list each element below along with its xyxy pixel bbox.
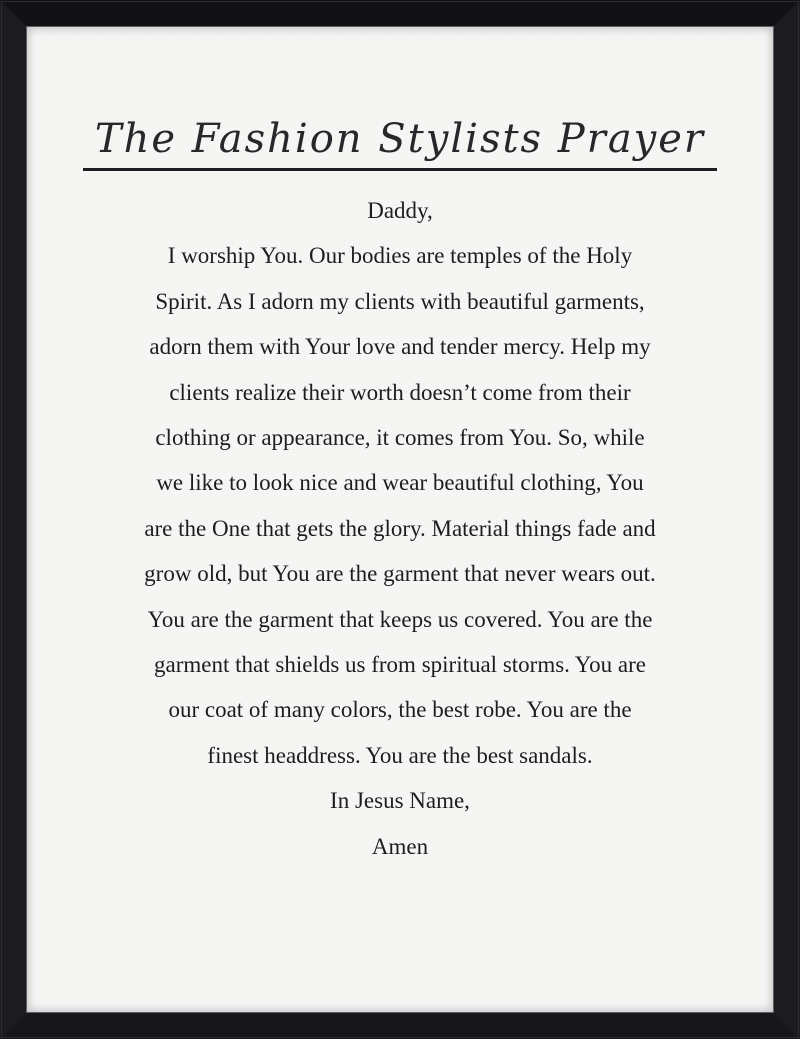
prayer-line: In Jesus Name,	[330, 788, 470, 814]
title-row	[27, 115, 773, 171]
prayer-line: clients realize their worth doesn’t come from their	[169, 379, 631, 405]
print-title: The Fashion Stylists Prayer	[83, 115, 717, 171]
prayer-line: our coat of many colors, the best robe. You are the	[168, 697, 632, 723]
prayer-line: grow old, but You are the garment that never wears out.	[144, 561, 656, 587]
prayer-line: clothing or appearance, it comes from You. So, while	[155, 425, 645, 451]
prayer-line: Daddy,	[367, 198, 433, 223]
prayer-line: Amen	[371, 833, 429, 859]
print-paper	[26, 26, 774, 1013]
prayer-line: are the One that gets the glory. Material things fade and	[144, 515, 656, 541]
prayer-line: You are the garment that keeps us covered. You are the	[147, 606, 653, 632]
prayer-line: Spirit. As I adorn my clients with beautiful garments,	[155, 288, 645, 314]
prayer-line: finest headdress. You are the best sandals.	[207, 742, 593, 768]
prayer-line: I worship You. Our bodies are temples of the Holy	[167, 243, 633, 269]
prayer-line: adorn them with Your love and tender mercy. Help my	[149, 334, 651, 360]
prayer-line: we like to look nice and wear beautiful clothing, You	[156, 470, 644, 496]
prayer-text	[27, 188, 773, 869]
prayer-line: garment that shields us from spiritual storms. You are	[154, 652, 646, 678]
